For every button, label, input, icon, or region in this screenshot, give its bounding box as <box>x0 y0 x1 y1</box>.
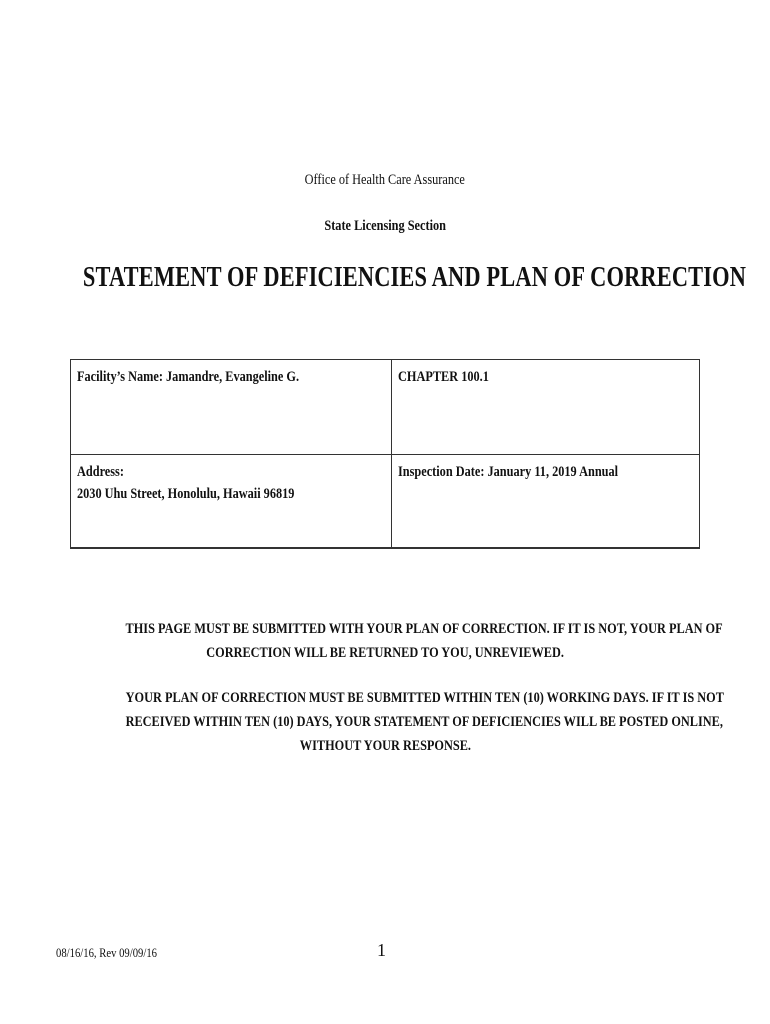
inspection-date-cell <box>392 455 700 549</box>
office-name-text: Office of Health Care Assurance <box>304 172 466 188</box>
deadline-notice-line-3: WITHOUT YOUR RESPONSE. <box>299 738 471 754</box>
address-value: 2030 Uhu Street, Honolulu, Hawaii 96819 <box>77 486 295 502</box>
revision-footer <box>56 945 179 961</box>
facility-name-cell <box>71 360 392 455</box>
facility-name: Facility’s Name: Jamandre, Evangeline G. <box>77 369 300 385</box>
submission-notice-line-2: CORRECTION WILL BE RETURNED TO YOU, UNREVIEWED. <box>206 645 564 661</box>
address-cell <box>71 455 392 549</box>
revision-text: 08/16/16, Rev 09/09/16 <box>56 945 157 960</box>
inspection-date: Inspection Date: January 11, 2019 Annual <box>398 464 619 480</box>
office-name <box>0 172 770 189</box>
submission-notice <box>60 617 723 665</box>
facility-info-row-1 <box>71 360 700 455</box>
address-label: Address: <box>77 464 124 480</box>
chapter: CHAPTER 100.1 <box>398 369 489 385</box>
facility-info-row-2 <box>71 455 700 549</box>
document-title-text: STATEMENT OF DEFICIENCIES AND PLAN OF CORRECTION <box>82 262 747 293</box>
deadline-notice-line-2: RECEIVED WITHIN TEN (10) DAYS, YOUR STATEMENT OF DEFICIENCIES WILL BE POSTED ONLINE, <box>125 714 723 730</box>
document-title <box>0 262 770 294</box>
deadline-notice-line-1: YOUR PLAN OF CORRECTION MUST BE SUBMITTED WITHIN TEN (10) WORKING DAYS. IF IT IS NOT <box>125 690 724 706</box>
facility-info-table <box>70 359 700 549</box>
section-name <box>0 218 770 235</box>
chapter-cell <box>392 360 700 455</box>
page-number: 1 <box>377 940 386 960</box>
section-name-text: State Licensing Section <box>324 218 446 234</box>
submission-notice-line-1: THIS PAGE MUST BE SUBMITTED WITH YOUR PLAN OF CORRECTION. IF IT IS NOT, YOUR PLAN OF <box>125 621 723 637</box>
deadline-notice <box>60 686 724 758</box>
